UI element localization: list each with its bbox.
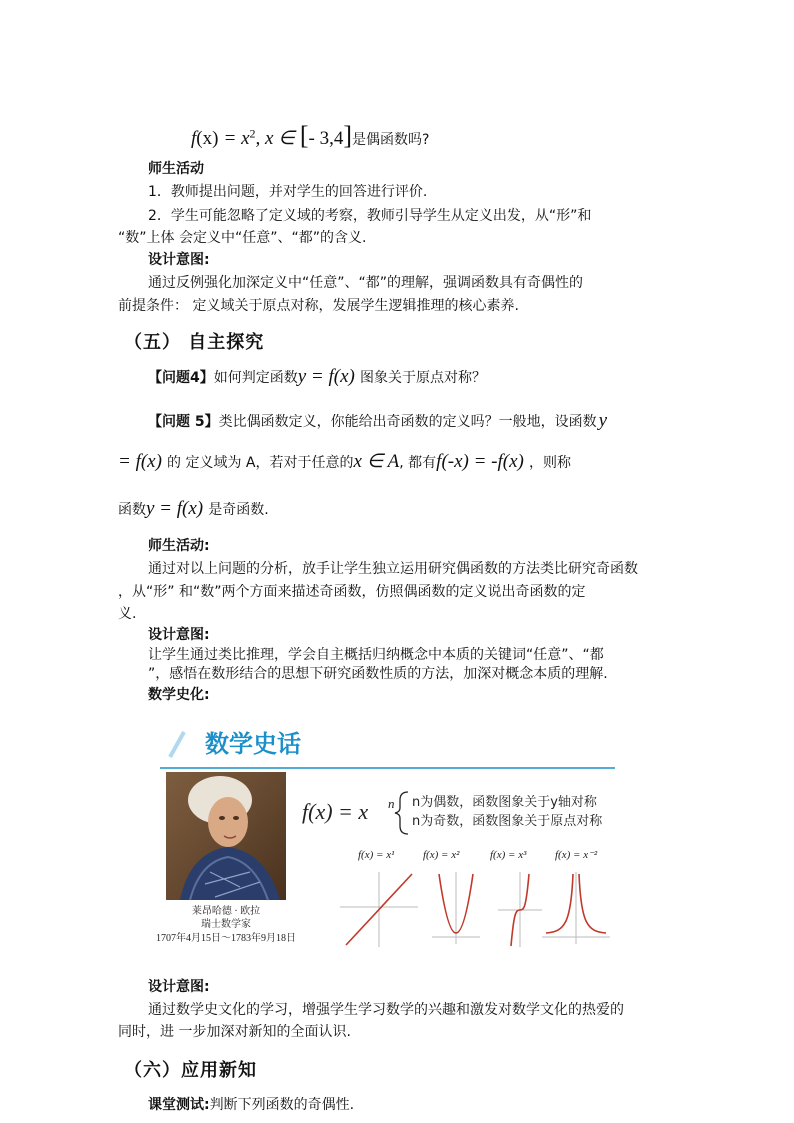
intent-1-line1: 通过反例强化加深定义中“任意”、“都”的理解，强调函数具有奇偶性的	[148, 275, 584, 291]
activity-2-line3: 义.	[118, 606, 137, 622]
graph-label-2: f(x) = x²	[423, 849, 460, 861]
question-5-tail: ，则称	[528, 455, 571, 471]
intent-title-2: 设计意图:	[148, 627, 210, 643]
heading-section-5: （五） 自主探究	[124, 332, 265, 353]
intent-title-1: 设计意图:	[148, 252, 210, 268]
intro-formula-sup: 2	[249, 126, 256, 141]
question-5-y: y	[598, 410, 608, 431]
intent-2-line1: 让学生通过类比推理，学会自主概括归纳概念中本质的关键词“任意”、“都	[148, 647, 604, 663]
portrait-caption-dates: 1707年4月15日～1783年9月18日	[156, 933, 296, 944]
classroom-test-label: 课堂测试:	[148, 1097, 210, 1113]
intent-3-line1: 通过数学史文化的学习，增强学生学习数学的兴趣和激发对数学文化的热爱的	[148, 1002, 624, 1018]
intent-2-line2: ”，感悟在数形结合的思想下研究函数性质的方法，加深对概念本质的理解.	[148, 666, 608, 682]
question-4-text: 如何判定函数	[213, 370, 298, 386]
intro-interval: - 3,4	[308, 128, 344, 149]
activity-2-line2: ，从“形” 和“数”两个方面来描述奇函数，仿照偶函数的定义说出奇函数的定	[118, 584, 586, 600]
graph-label-4: f(x) = x⁻²	[555, 849, 598, 861]
activity-item-2-line1: 2．学生可能忽略了定义域的考察，教师引导学生从定义出发，从“形”和	[148, 208, 592, 224]
classroom-test-text: 判断下列函数的奇偶性.	[209, 1097, 355, 1113]
activity-item-2-line2: “数”上体 会定义中“任意”、“都”的含义.	[118, 230, 367, 246]
history-title: 数学史化:	[148, 687, 210, 703]
activity-title-1: 师生活动	[148, 161, 204, 177]
history-figure	[150, 712, 620, 957]
question-5-text: 类比偶函数定义，你能给出奇函数的定义吗？一般地，设函数	[218, 414, 597, 430]
question-4-tail: 图象关于原点对称？	[359, 370, 486, 386]
question-4-label: 【问题4】	[148, 370, 214, 386]
graph-linear	[340, 872, 418, 947]
question-5-line2	[118, 450, 571, 473]
question-5-mid: , 都有	[399, 455, 437, 471]
question-5-line3-tail: 是奇函数.	[208, 502, 269, 518]
question-5-line3-text: 函数	[118, 502, 146, 518]
intro-formula-f: f	[191, 128, 197, 149]
question-4	[148, 366, 486, 388]
question-5-domain-text: 的 定义域为 A，若对于任意的	[167, 455, 354, 471]
main-formula: f(x) = x	[302, 799, 369, 824]
question-4-formula: y = f(x)	[297, 366, 355, 387]
intent-3-line2: 同时，进 一步加深对新知的全面认识.	[118, 1024, 351, 1040]
graph-quadratic	[432, 872, 480, 944]
intro-bracket-right: ]	[343, 121, 353, 150]
main-formula-exponent: n	[388, 796, 395, 811]
activity-2-line1: 通过对以上问题的分析，放手让学生独立运用研究偶函数的方法类比研究奇函数	[148, 561, 638, 577]
activity-item-1: 1．教师提出问题，并对学生的回答进行评价.	[148, 184, 428, 200]
banner-slash-icon	[170, 732, 184, 757]
case-brace-icon	[395, 792, 408, 834]
intent-1-line2: 前提条件： 定义域关于原点对称，发展学生逻辑推理的核心素养.	[118, 298, 519, 314]
question-5-line3	[118, 498, 269, 520]
question-5-line3-formula: y = f(x)	[146, 498, 204, 519]
heading-section-6: （六）应用新知	[124, 1060, 257, 1081]
graph-cubic	[498, 872, 542, 947]
question-5-formula: = f(x)	[118, 451, 162, 472]
intro-formula-in: , x ∈	[255, 128, 295, 149]
portrait-caption-name: 莱昂哈德 · 欧拉	[191, 906, 261, 917]
classroom-test	[148, 1094, 354, 1115]
case-odd: n为奇数，函数图象关于原点对称	[412, 814, 603, 829]
intro-formula-eq: = x	[223, 128, 250, 149]
euler-portrait	[166, 772, 286, 900]
intro-formula-arg: (x)	[196, 128, 219, 149]
intro-bracket-left: [	[299, 121, 309, 150]
activity-title-2: 师生活动:	[148, 538, 210, 554]
portrait-caption-title: 瑞士数学家	[201, 919, 251, 930]
graph-inverse-square	[542, 872, 610, 944]
intent-title-3: 设计意图:	[148, 979, 210, 995]
intro-question	[191, 121, 429, 151]
graph-label-3: f(x) = x³	[490, 849, 527, 861]
question-5-line1	[148, 410, 607, 432]
case-even: n为偶数，函数图象关于y轴对称	[412, 795, 597, 810]
question-5-label: 【问题 5】	[148, 414, 219, 430]
question-5-x-in-a: x ∈ A	[353, 451, 400, 472]
intro-tail: 是偶函数吗?	[352, 132, 430, 148]
graph-label-1: f(x) = x¹	[358, 849, 395, 861]
banner-title: 数学史话	[205, 730, 301, 758]
question-5-condition: f(-x) = -f(x)	[436, 451, 524, 472]
